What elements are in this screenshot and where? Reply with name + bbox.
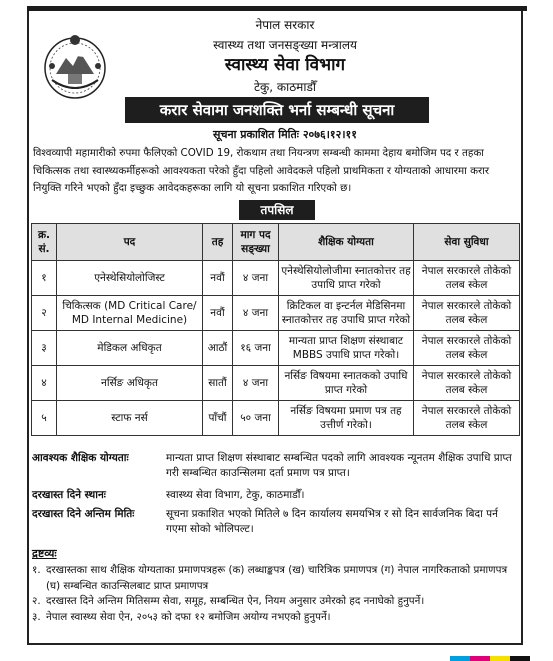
publish-date: सूचना प्रकाशित मितिः २०७६।१२।११ xyxy=(213,128,357,141)
cell-facility: नेपाल सरकारले तोकेको तलब स्केल xyxy=(414,401,520,436)
table-header-row xyxy=(32,224,520,261)
cell-count: ४ जना xyxy=(233,296,279,331)
cell-count: ४ जना xyxy=(233,366,279,401)
item-number: २. xyxy=(32,595,41,607)
vacancy-table xyxy=(31,223,520,436)
cyan-swatch xyxy=(450,656,470,661)
details-label: तपसिल xyxy=(239,200,315,220)
cell-post: नर्सिङ अधिकृत xyxy=(57,366,203,401)
item-number: ३. xyxy=(32,610,41,623)
black-swatch xyxy=(510,656,530,661)
header-qualification: शैक्षिक योग्यता xyxy=(279,224,414,261)
cell-level: नवौं xyxy=(203,296,233,331)
header-level: तह xyxy=(203,224,233,261)
item-text: नेपाल स्वास्थ्य सेवा ऐन, २०५३ को दफा १२ बमोजिम अयोग्य नभएको हुनुपर्ने। xyxy=(46,610,331,623)
cell-count: १६ जना xyxy=(233,331,279,366)
header-sn: क्र. सं. xyxy=(32,224,57,261)
place-value: स्वास्थ्य सेवा विभाग, टेकु, काठमाडौँ। xyxy=(166,489,305,501)
cell-count: ५० जना xyxy=(233,401,279,436)
deadline-label: दरखास्त दिने अन्तिम मितिः xyxy=(32,508,135,520)
qualification-value: मान्यता प्राप्त शिक्षण संस्थाबाट सम्बन्धित पदको लागि आवश्यक न्यूनतम शैक्षिक उपाधि प्राप्त गरी सम्बन्धित काउन्सिलमा दर्ता प्रमाण पत्र प्राप्त। xyxy=(166,452,512,479)
cell-facility: नेपाल सरकारले तोकेको तलब स्केल xyxy=(414,331,520,366)
item-number: १. xyxy=(32,564,41,576)
ministry-name: स्वास्थ्य तथा जनसङ्ख्या मन्त्रालय xyxy=(213,38,357,52)
cell-sn: १ xyxy=(32,261,57,296)
header-post: पद xyxy=(57,224,203,261)
cell-post: स्टाफ नर्स xyxy=(57,401,203,436)
department-name: स्वास्थ्य सेवा विभाग xyxy=(224,55,346,75)
cell-qualification: एनेस्थेसियोलोजीमा स्नातकोत्तर तह उपाधि प्राप्त गरेको xyxy=(279,261,414,296)
nepal-emblem-icon xyxy=(40,30,110,100)
govt-name: नेपाल सरकार xyxy=(255,18,315,32)
notes-list xyxy=(32,563,522,625)
list-item xyxy=(32,563,522,594)
item-text: दरखास्त दिने अन्तिम मितिसम्म सेवा, समूह, सम्बन्धित ऐन, नियम अनुसार उमेरको हद ननाघेको हुनुपर्ने। xyxy=(46,595,425,607)
cell-facility: नेपाल सरकारले तोकेको तलब स्केल xyxy=(414,366,520,401)
cell-post: चिकित्सक (MD Critical Care/ MD Internal Medicine) xyxy=(57,296,203,331)
yellow-swatch xyxy=(490,656,510,661)
cell-qualification: मान्यता प्राप्त शिक्षण संस्थाबाट MBBS उपाधि प्राप्त गरेको। xyxy=(279,331,414,366)
cell-sn: ४ xyxy=(32,366,57,401)
item-text: दरखास्तका साथ शैक्षिक योग्यताका प्रमाणपत्रहरू (क) लब्धाङ्कपत्र (ख) चारित्रिक प्रमाणपत्र (ग) नेपाल नागरिकताको प्रमाणपत्र (घ) सम्बन्धित काउन्सिलबाट प्राप्त प्रमाणपत्र xyxy=(46,564,508,592)
cell-post: एनेस्थेसियोलोजिस्ट xyxy=(57,261,203,296)
cell-sn: ३ xyxy=(32,331,57,366)
cell-count: ४ जना xyxy=(233,261,279,296)
cell-level: सातौं xyxy=(203,366,233,401)
cell-post: मेडिकल अधिकृत xyxy=(57,331,203,366)
cell-facility: नेपाल सरकारले तोकेको तलब स्केल xyxy=(414,261,520,296)
cell-qualification: नर्सिङ विषयमा स्नातकको उपाधि प्राप्त गरेको xyxy=(279,366,414,401)
intro-paragraph: विश्वव्यापी महामारीको रुपमा फैलिएको COVID 19, रोकथाम तथा नियन्त्रण सम्बन्धी काममा देहाय बमोजिम पद र तहका चिकित्सक तथा स्वास्थ्यकर्मीहरूको आवश्यकता परेको हुँदा पहिलो आवेदकले पहिलो प्राथमिकता र योग्यताको आधारमा करार नियुक्ति गरिने भएको हुँदा इच्छुक आवेदकहरूका लागि यो सूचना प्रकाशित गरिएको छ। xyxy=(33,147,490,194)
magenta-swatch xyxy=(470,656,490,661)
table-row xyxy=(32,331,520,366)
place-info xyxy=(32,488,520,504)
table-row xyxy=(32,366,520,401)
header-count: माग पद सङ्ख्या xyxy=(233,224,279,261)
list-item xyxy=(32,610,522,626)
cell-level: आठौं xyxy=(203,331,233,366)
cell-qualification: नर्सिङ विषयमा प्रमाण पत्र तह उत्तीर्ण गरेको। xyxy=(279,401,414,436)
deadline-info xyxy=(32,507,520,539)
list-item xyxy=(32,594,522,610)
header-facility: सेवा सुविधा xyxy=(414,224,520,261)
place-label: दरखास्त दिने स्थानः xyxy=(32,489,106,501)
table-row xyxy=(32,296,520,331)
qualification-info xyxy=(32,451,520,483)
table-row xyxy=(32,401,520,436)
notice-title: करार सेवामा जनशक्ति भर्ना सम्बन्धी सूचना xyxy=(125,97,429,123)
location: टेकु, काठमाडौँ xyxy=(253,80,316,94)
notes-title: द्रष्टव्यः xyxy=(32,547,57,560)
qualification-label: आवश्यक शैक्षिक योग्यताः xyxy=(32,452,129,464)
cell-level: नवौं xyxy=(203,261,233,296)
table-row xyxy=(32,261,520,296)
print-color-bar xyxy=(450,656,530,661)
cell-sn: २ xyxy=(32,296,57,331)
cell-sn: ५ xyxy=(32,401,57,436)
deadline-value: सूचना प्रकाशित भएको मितिले ७ दिन कार्यालय समयभित्र र सो दिन सार्वजनिक बिदा पर्न गएमा सोको भोलिपल्ट। xyxy=(166,508,498,535)
cell-qualification: क्रिटिकल वा इन्टर्नल मेडिसिनमा स्नातकोत्तर तह उपाधि प्राप्त गरेको xyxy=(279,296,414,331)
cell-level: पाँचौं xyxy=(203,401,233,436)
cell-facility: नेपाल सरकारले तोकेको तलब स्केल xyxy=(414,296,520,331)
